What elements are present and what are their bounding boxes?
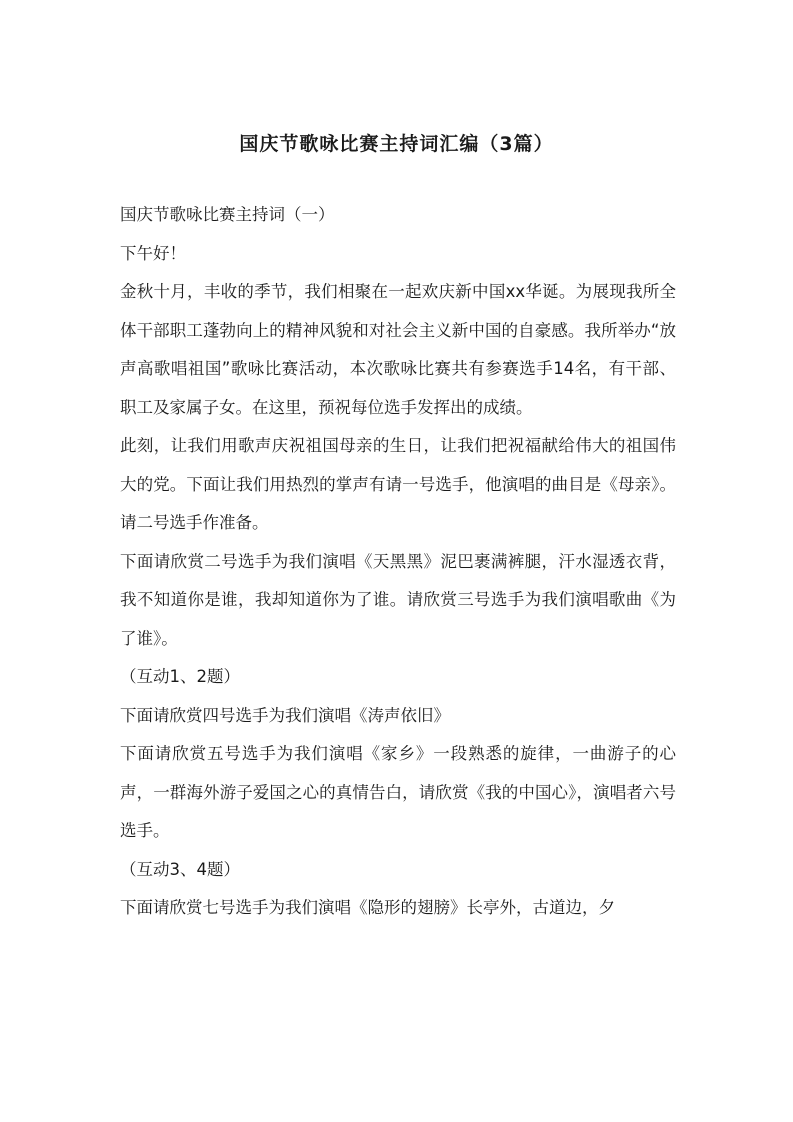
section-heading: 国庆节歌咏比赛主持词（一） (120, 205, 335, 224)
body-paragraph: 下面请欣赏二号选手为我们演唱《天黑黑》泥巴裹满裤腿，汗水湿透衣背，我不知道你是谁，我却知道你为了谁。请欣赏三号选手为我们演唱歌曲《为了谁》。 (120, 551, 676, 648)
body-paragraph: 金秋十月，丰收的季节，我们相聚在一起欢庆新中国xx华诞。为展现我所全体干部职工蓬勃向上的精神风貌和对社会主义新中国的自豪感。我所举办“放声高歌唱祖国”歌咏比赛活动，本次歌咏比赛共有参赛选手14名，有干部、职工及家属子女。在这里，预祝每位选手发挥出的成绩。 (120, 282, 676, 417)
interaction-note: （互动1、2题） (120, 667, 240, 686)
body-paragraph: 此刻，让我们用歌声庆祝祖国母亲的生日，让我们把祝福献给伟大的祖国伟大的党。下面让我们用热烈的掌声有请一号选手，他演唱的曲目是《母亲》。请二号选手作准备。 (120, 436, 676, 532)
body-paragraph: 下面请欣赏四号选手为我们演唱《涛声依旧》 (120, 705, 450, 725)
document-body (120, 196, 676, 928)
interaction-note: （互动3、4题） (120, 859, 240, 879)
document-title: 国庆节歌咏比赛主持词汇编（3篇） (239, 133, 554, 155)
body-paragraph: 下面请欣赏七号选手为我们演唱《隐形的翅膀》长亭外，古道边，夕 (120, 898, 615, 917)
body-paragraph: 下面请欣赏五号选手为我们演唱《家乡》一段熟悉的旋律，一曲游子的心声，一群海外游子爱国之心的真情告白，请欣赏《我的中国心》，演唱者六号选手。 (120, 744, 676, 840)
greeting-paragraph: 下午好！ (120, 243, 186, 263)
